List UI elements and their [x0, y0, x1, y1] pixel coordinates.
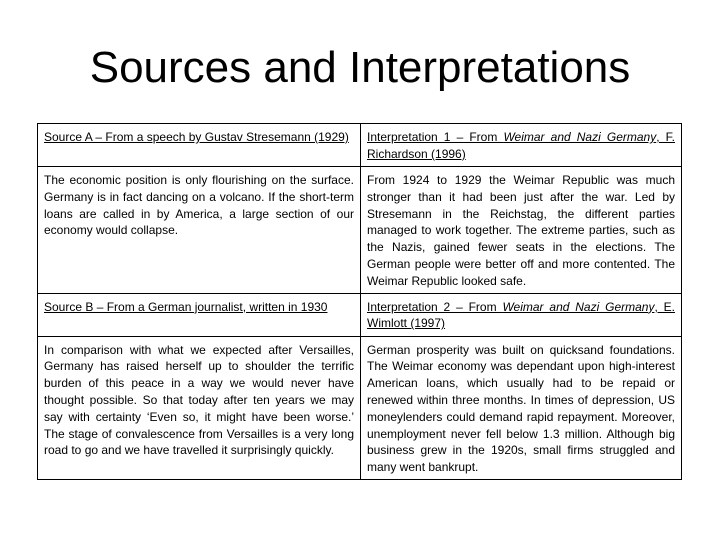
table-row	[38, 167, 682, 294]
interpretation-2-heading-suffix: , E. Wimlott (1997)	[367, 299, 675, 331]
interpretation-1-heading-cell	[361, 124, 682, 167]
interpretation-1-heading-prefix: Interpretation 1 – From	[367, 130, 504, 144]
interpretation-2-heading-cell	[361, 293, 682, 336]
interpretation-1-book-title: Weimar and Nazi Germany	[503, 130, 657, 144]
source-a-heading-cell	[38, 124, 361, 167]
interpretation-1-heading	[367, 130, 675, 161]
table-row	[38, 336, 682, 479]
source-b-heading-cell	[38, 293, 361, 336]
interpretation-1-heading-suffix: , F. Richardson (1996)	[367, 130, 675, 161]
interpretation-2-heading	[367, 300, 675, 331]
source-b-body: In comparison with what we expected after Versailles, Germany has raised herself up to shoulder the terrific burden of this peace in a way we would never have thought possible. So that today after ten years we may say with certainty ‘Even so, it might have been worse.’ The stage of convalescence from Versailles is a very long road to go and we have travelled it surprisingly quickly.	[38, 336, 361, 479]
source-a-heading: Source A – From a speech by Gustav Stresemann (1929)	[44, 130, 349, 144]
source-a-body: The economic position is only flourishing on the surface. Germany is in fact dancing on a volcano. If the short-term loans are called in by America, a large section of our economy would collapse.	[38, 167, 361, 294]
interpretation-2-heading-prefix: Interpretation 2 – From	[367, 299, 503, 314]
sources-table	[37, 123, 682, 480]
interpretation-1-body: From 1924 to 1929 the Weimar Republic was much stronger than it had been just after the war. Led by Stresemann in the Reichstag, the different parties managed to work together. The extreme parties, such as the Nazis, gained fewer seats in the elections. The German people were better off and more contented. The Weimar Republic looked safe.	[361, 167, 682, 294]
slide-title: Sources and Interpretations	[89, 43, 631, 92]
table-row	[38, 124, 682, 167]
interpretation-2-book-title: Weimar and Nazi Germany	[502, 299, 655, 314]
source-b-heading: Source B – From a German journalist, written in 1930	[44, 299, 328, 314]
table-row	[38, 293, 682, 336]
interpretation-2-body: German prosperity was built on quicksand foundations. The Weimar economy was dependant upon high-interest American loans, which usually had to be repaid or renewed within three months. In times of depression, US moneylenders could demand rapid repayment. Moreover, unemployment never fell below 1.3 million. Although big business grew in the 1920s, small firms struggled and many went bankrupt.	[361, 336, 682, 479]
